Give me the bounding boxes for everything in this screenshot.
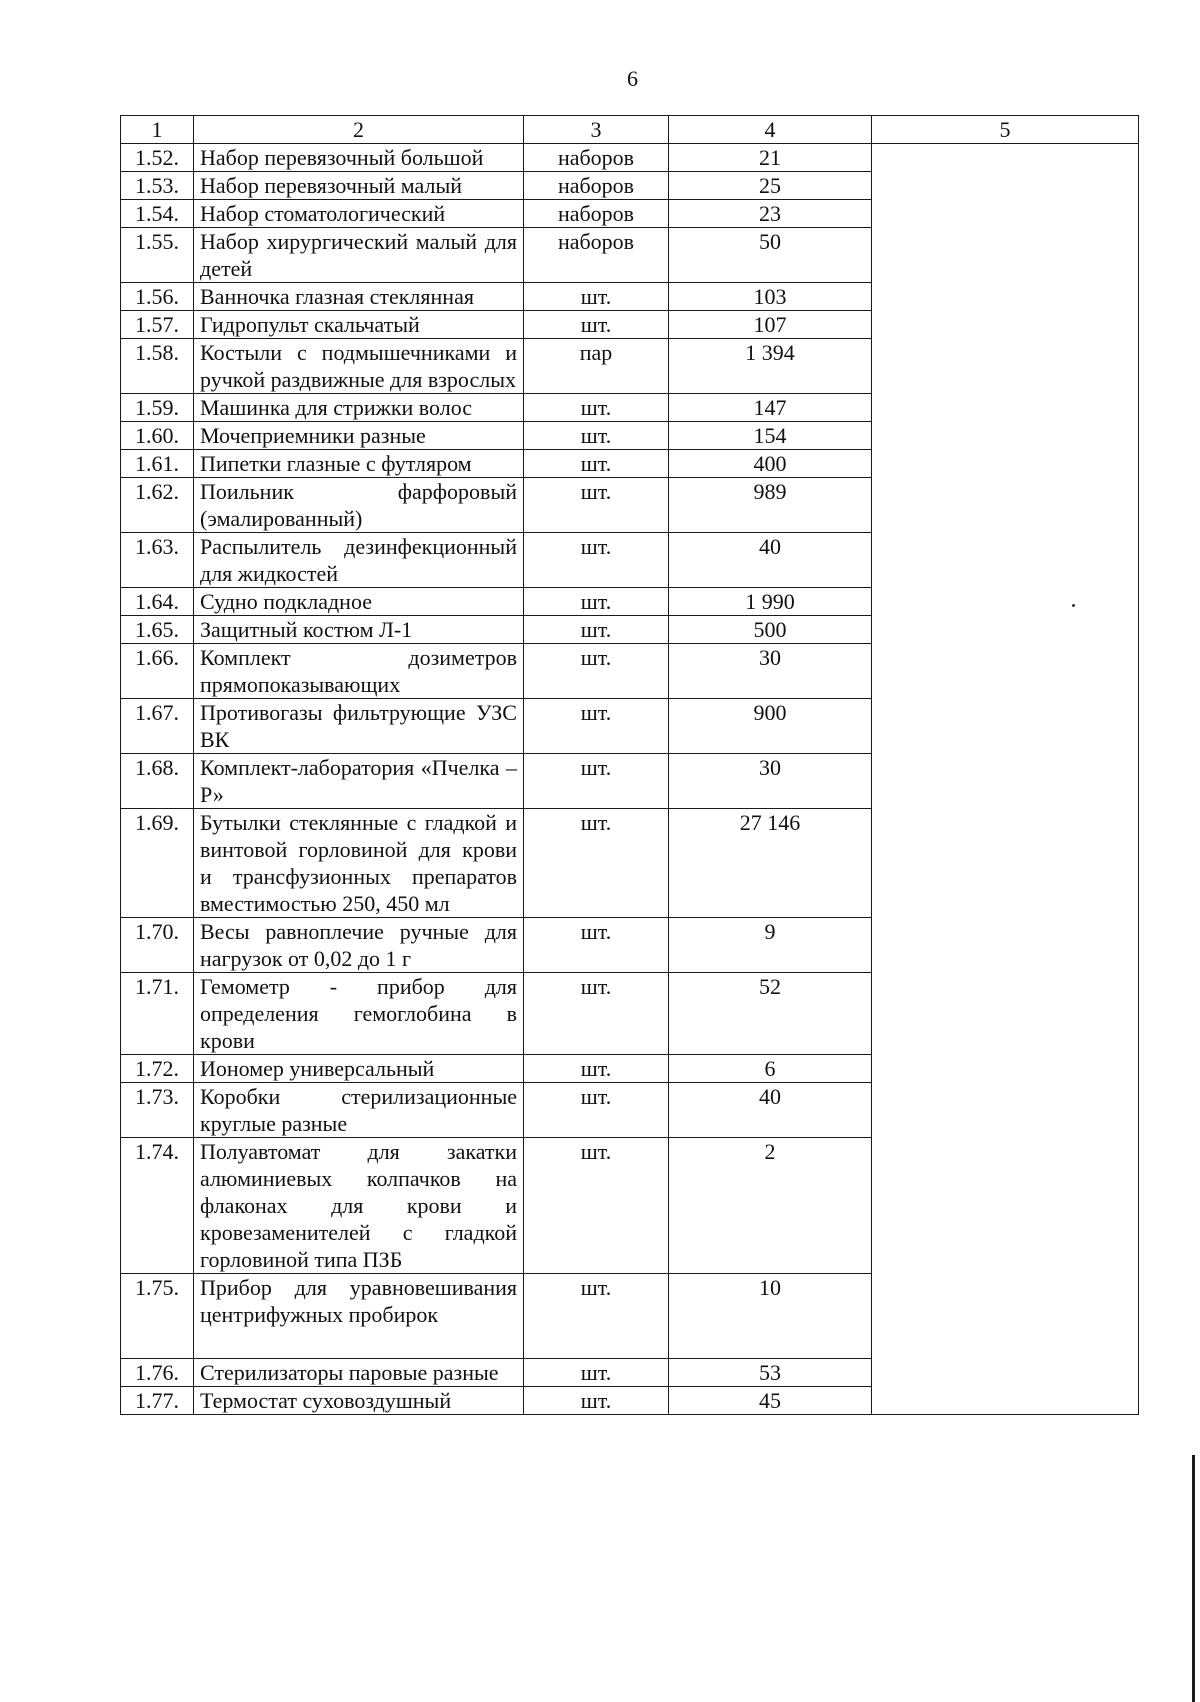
item-unit: шт. [524, 754, 669, 809]
row-number: 1.75. [121, 1274, 194, 1359]
item-unit: шт. [524, 283, 669, 311]
item-unit: шт. [524, 478, 669, 533]
scan-speck [1072, 604, 1075, 607]
item-quantity: 2 [669, 1138, 872, 1274]
row-number: 1.70. [121, 918, 194, 973]
row-number: 1.65. [121, 616, 194, 644]
item-name: Защитный костюм Л-1 [194, 616, 524, 644]
row-number: 1.64. [121, 588, 194, 616]
row-number: 1.56. [121, 283, 194, 311]
item-quantity: 25 [669, 172, 872, 200]
header-col-4: 4 [669, 116, 872, 144]
scan-edge-line [1192, 1455, 1195, 1702]
item-quantity: 500 [669, 616, 872, 644]
item-name: Пипетки глазные с футляром [194, 450, 524, 478]
item-unit: наборов [524, 172, 669, 200]
row-number: 1.68. [121, 754, 194, 809]
item-name: Мочеприемники разные [194, 422, 524, 450]
page-number: 6 [627, 66, 638, 91]
item-quantity: 6 [669, 1055, 872, 1083]
row-number: 1.67. [121, 699, 194, 754]
column-5-empty [872, 144, 1139, 1415]
item-unit: шт. [524, 422, 669, 450]
row-number: 1.73. [121, 1083, 194, 1138]
item-quantity: 21 [669, 144, 872, 172]
item-name: Бутылки стеклянные с гладкой и винтовой горловиной для крови и трансфузионных препаратов вместимостью 250, 450 мл [194, 809, 524, 918]
item-quantity: 40 [669, 1083, 872, 1138]
item-quantity: 1 990 [669, 588, 872, 616]
item-name: Набор хирургический малый для детей [194, 228, 524, 283]
item-quantity: 45 [669, 1387, 872, 1415]
item-unit: шт. [524, 588, 669, 616]
item-unit: шт. [524, 644, 669, 699]
row-number: 1.55. [121, 228, 194, 283]
item-name: Машинка для стрижки волос [194, 394, 524, 422]
item-unit: пар [524, 339, 669, 394]
item-unit: шт. [524, 918, 669, 973]
item-quantity: 103 [669, 283, 872, 311]
row-number: 1.74. [121, 1138, 194, 1274]
item-quantity: 30 [669, 754, 872, 809]
item-quantity: 23 [669, 200, 872, 228]
header-col-5: 5 [872, 116, 1139, 144]
table-body [121, 116, 1139, 1415]
item-unit: шт. [524, 616, 669, 644]
item-unit: шт. [524, 311, 669, 339]
row-number: 1.62. [121, 478, 194, 533]
item-quantity: 1 394 [669, 339, 872, 394]
item-unit: шт. [524, 1359, 669, 1387]
row-number: 1.61. [121, 450, 194, 478]
table-header-row [121, 116, 1139, 144]
item-quantity: 9 [669, 918, 872, 973]
row-number: 1.57. [121, 311, 194, 339]
row-number: 1.59. [121, 394, 194, 422]
row-number: 1.53. [121, 172, 194, 200]
item-name: Весы равноплечие ручные для нагрузок от 0,02 до 1 г [194, 918, 524, 973]
row-number: 1.66. [121, 644, 194, 699]
row-number: 1.72. [121, 1055, 194, 1083]
row-number: 1.76. [121, 1359, 194, 1387]
row-number: 1.71. [121, 973, 194, 1055]
item-name: Стерилизаторы паровые разные [194, 1359, 524, 1387]
equipment-table [120, 115, 1139, 1415]
item-name: Гемометр - прибор для определения гемоглобина в крови [194, 973, 524, 1055]
item-unit: шт. [524, 1055, 669, 1083]
item-name: Распылитель дезинфекционный для жидкостей [194, 533, 524, 588]
item-unit: шт. [524, 1138, 669, 1274]
item-name: Костыли с подмышечниками и ручкой раздвижные для взрослых [194, 339, 524, 394]
item-quantity: 10 [669, 1274, 872, 1359]
item-name: Иономер универсальный [194, 1055, 524, 1083]
item-quantity: 40 [669, 533, 872, 588]
item-quantity: 27 146 [669, 809, 872, 918]
header-col-3: 3 [524, 116, 669, 144]
row-number: 1.58. [121, 339, 194, 394]
item-name: Судно подкладное [194, 588, 524, 616]
item-quantity: 50 [669, 228, 872, 283]
item-name: Набор перевязочный малый [194, 172, 524, 200]
item-unit: шт. [524, 699, 669, 754]
item-unit: наборов [524, 200, 669, 228]
row-number: 1.60. [121, 422, 194, 450]
header-col-2: 2 [194, 116, 524, 144]
item-quantity: 147 [669, 394, 872, 422]
item-quantity: 52 [669, 973, 872, 1055]
item-quantity: 53 [669, 1359, 872, 1387]
item-unit: шт. [524, 450, 669, 478]
item-unit: наборов [524, 144, 669, 172]
item-name: Комплект-лаборатория «Пчелка – Р» [194, 754, 524, 809]
item-unit: наборов [524, 228, 669, 283]
item-unit: шт. [524, 533, 669, 588]
item-name: Прибор для уравновешивания центрифужных пробирок [194, 1274, 524, 1359]
item-quantity: 30 [669, 644, 872, 699]
header-col-1: 1 [121, 116, 194, 144]
item-unit: шт. [524, 394, 669, 422]
item-quantity: 154 [669, 422, 872, 450]
row-number: 1.52. [121, 144, 194, 172]
row-number: 1.54. [121, 200, 194, 228]
item-name: Термостат суховоздушный [194, 1387, 524, 1415]
item-quantity: 900 [669, 699, 872, 754]
item-unit: шт. [524, 809, 669, 918]
item-unit: шт. [524, 1387, 669, 1415]
item-name: Коробки стерилизационные круглые разные [194, 1083, 524, 1138]
table-row [121, 144, 1139, 172]
item-quantity: 400 [669, 450, 872, 478]
item-name: Противогазы фильтрующие УЗС ВК [194, 699, 524, 754]
item-name: Гидропульт скальчатый [194, 311, 524, 339]
item-quantity: 989 [669, 478, 872, 533]
row-number: 1.63. [121, 533, 194, 588]
item-name: Ванночка глазная стеклянная [194, 283, 524, 311]
item-unit: шт. [524, 1274, 669, 1359]
item-unit: шт. [524, 1083, 669, 1138]
row-number: 1.77. [121, 1387, 194, 1415]
item-name: Полуавтомат для закатки алюминиевых колпачков на флаконах для крови и кровезаменителей с гладкой горловиной типа ПЗБ [194, 1138, 524, 1274]
item-name: Комплект дозиметров прямопоказывающих [194, 644, 524, 699]
item-quantity: 107 [669, 311, 872, 339]
item-name: Набор стоматологический [194, 200, 524, 228]
item-unit: шт. [524, 973, 669, 1055]
row-number: 1.69. [121, 809, 194, 918]
item-name: Поильник фарфоровый (эмалированный) [194, 478, 524, 533]
item-name: Набор перевязочный большой [194, 144, 524, 172]
